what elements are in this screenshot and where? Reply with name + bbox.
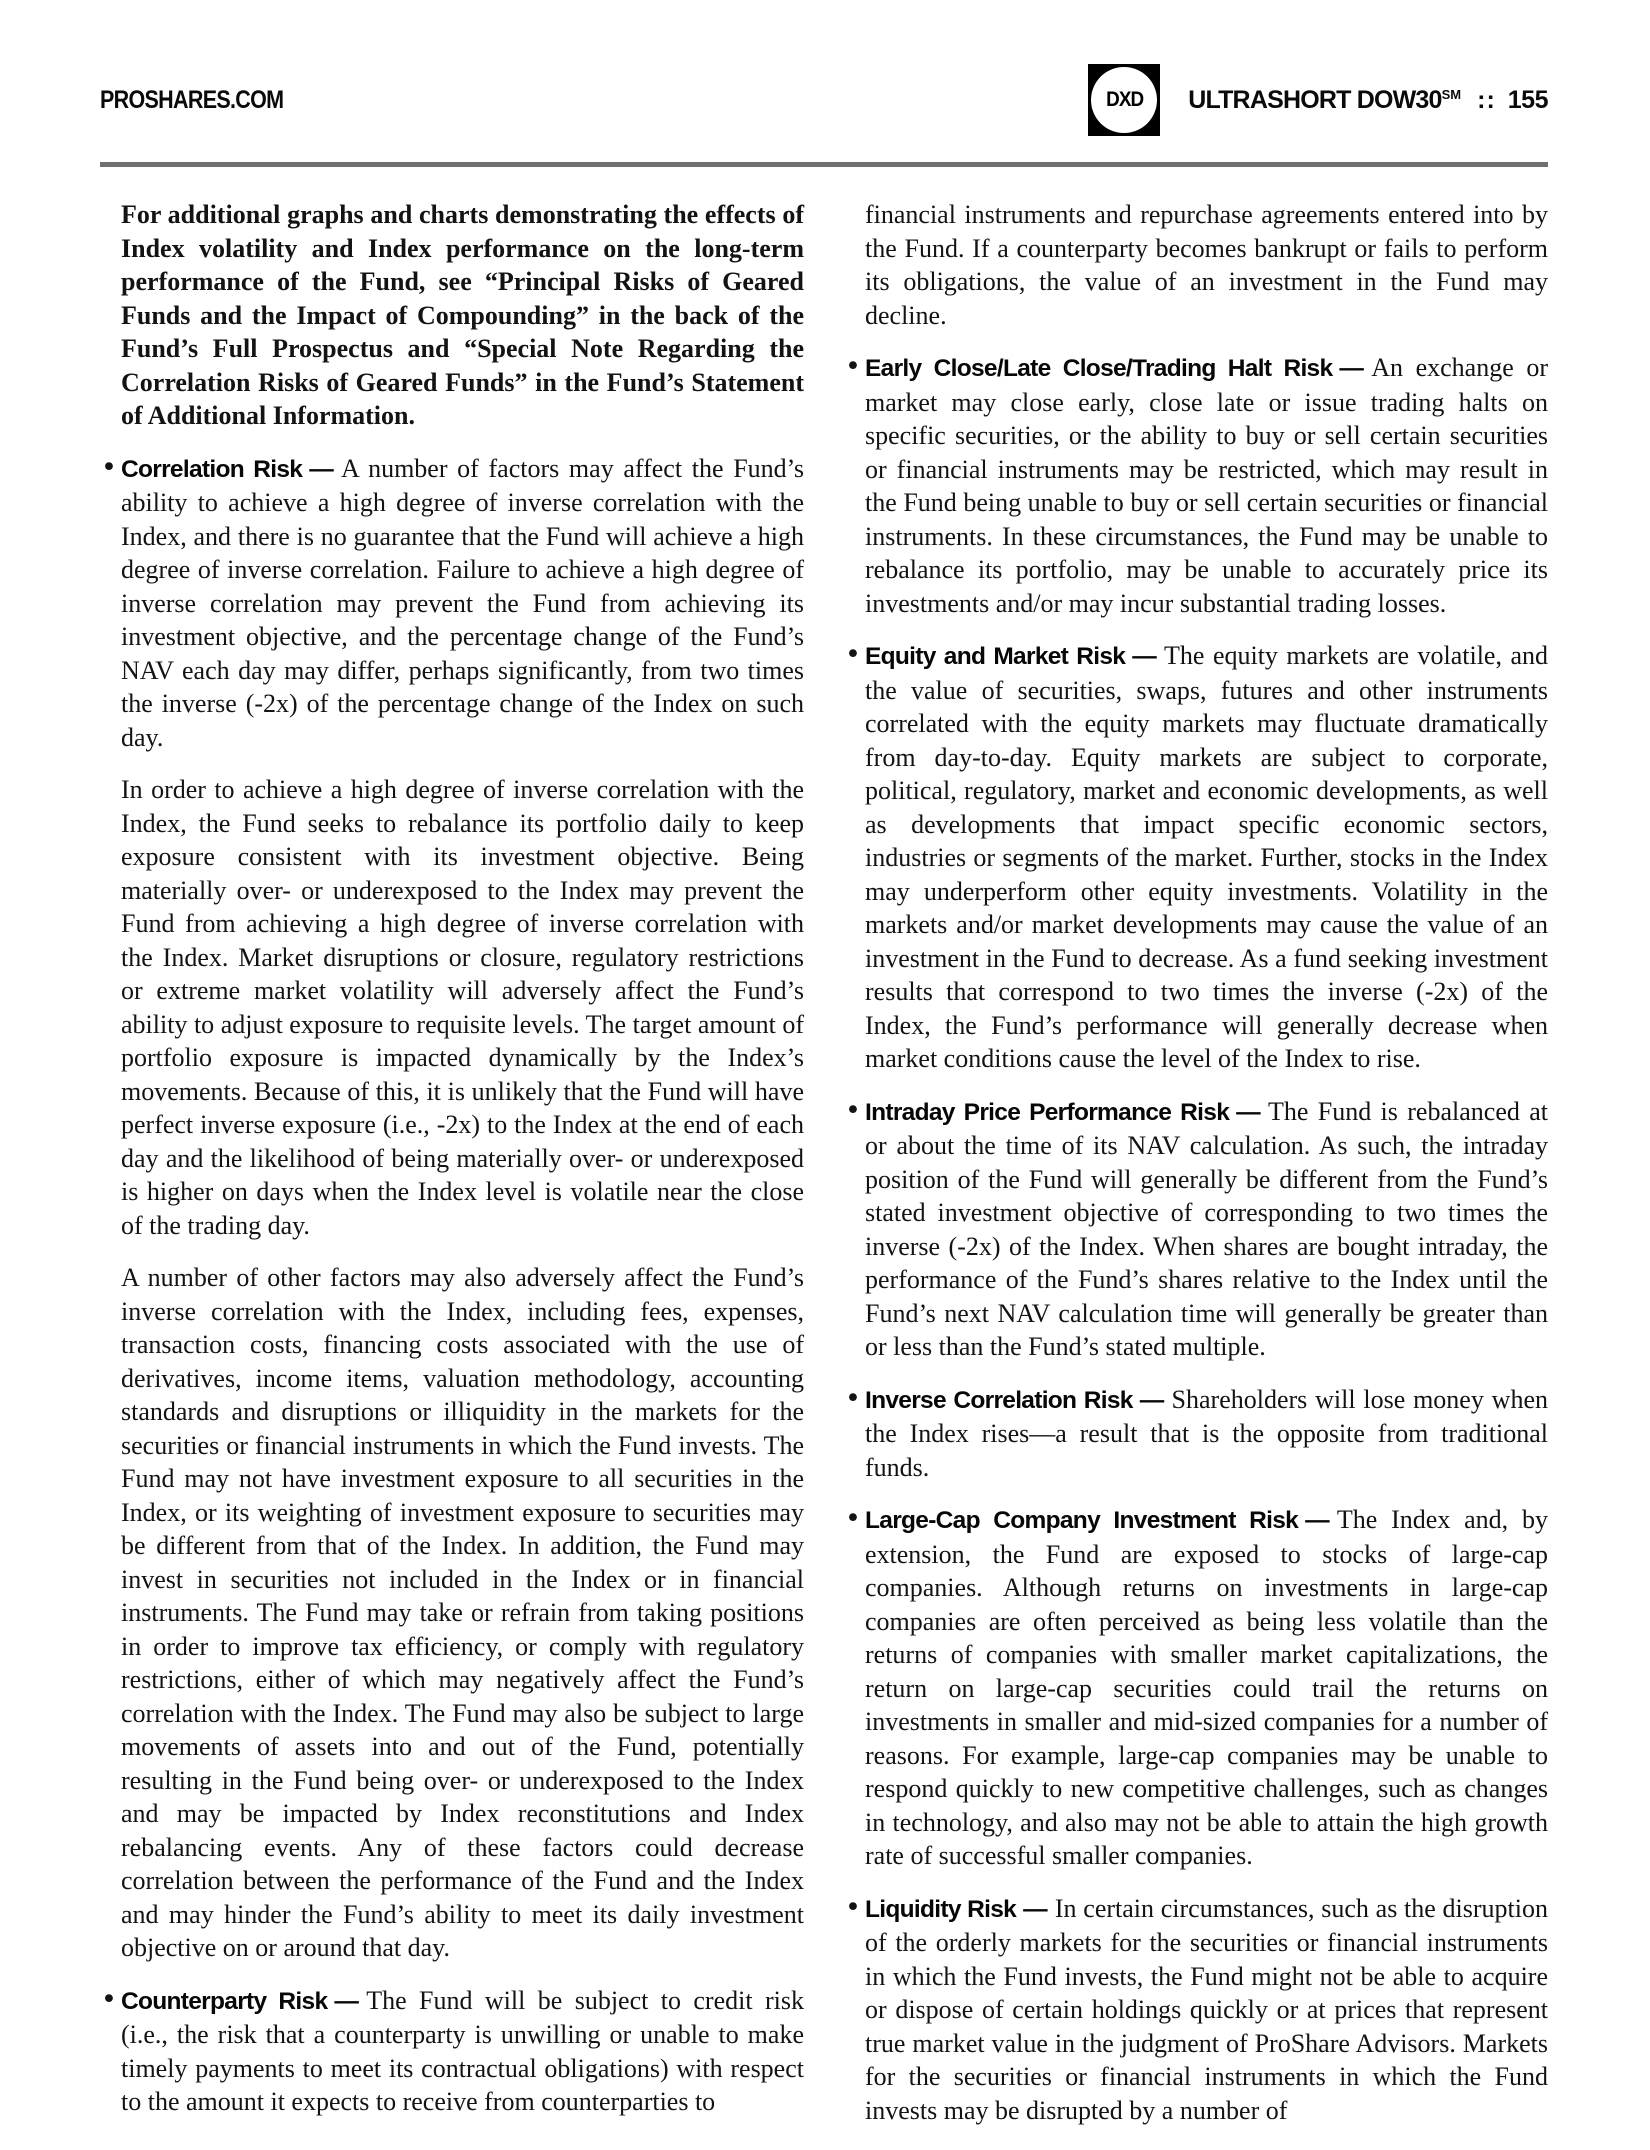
risk-label: Counterparty Risk [121, 1987, 328, 2015]
risk-item-text [865, 351, 1548, 620]
bullet-icon: • [845, 351, 861, 382]
risk-item-early-close [844, 351, 1548, 620]
page-separator: :: [1477, 85, 1496, 114]
risk-item-text [121, 1984, 804, 2119]
risk-label: Large-Cap Company Investment Risk [865, 1507, 1299, 1534]
bullet-icon: • [845, 1094, 861, 1126]
risk-item-text [865, 1503, 1548, 1873]
risk-label: Intraday Price Performance Risk [865, 1098, 1230, 1126]
dash-separator: — [1023, 1895, 1047, 1923]
risk-body: The Index and, by extension, the Fund are exposed to stocks of large-cap companies. Although returns on investments in large-cap companies are often perceived as being less volatile than the returns of companies with smaller market capitalizations, the return on large-cap securities could trail the returns on investments in smaller and mid-sized companies for a number of reasons. For example, large-cap companies may be unable to respond quickly to new competitive challenges, such as changes in technology, and also may not be able to attain the high growth rate of successful smaller companies. [865, 1505, 1548, 1870]
risk-label: Correlation Risk [121, 455, 303, 483]
risk-item-text [865, 639, 1548, 1076]
risk-item-correlation [100, 452, 804, 755]
bullet-icon: • [845, 1382, 861, 1414]
counterparty-continuation: financial instruments and repurchase agreements entered into by the Fund. If a counterparty becomes bankrupt or fails to perform its obligations, the value of an investment in the Fund may decline. [865, 200, 1548, 330]
fund-title [1188, 86, 1548, 115]
risk-item-text [865, 1095, 1548, 1364]
dash-separator: — [334, 1987, 359, 2015]
risk-item-counterparty [100, 1984, 804, 2119]
bullet-icon: • [101, 451, 117, 483]
bullet-icon: • [101, 1983, 117, 2015]
risk-item-inverse-correlation [844, 1383, 1548, 1485]
fund-title-servicemark: SM [1441, 86, 1462, 102]
risk-label: Early Close/Late Close/Trading Halt Risk [865, 355, 1333, 382]
bullet-icon: • [845, 639, 861, 670]
risk-item-text [865, 1892, 1548, 2128]
correlation-continuation-2: A number of other factors may also adversely affect the Fund’s inverse correlation with the Index, including fees, expenses, transaction costs, financing costs associated with the use of derivatives, income items, valuation methodology, accounting standards and disruptions or illiquidity in the markets for the securities or financial instruments in which the Fund invests. The Fund may not have investment exposure to all securities in the Index, or its weighting of investment exposure to securities may be different from that of the Index. In addition, the Fund may invest in securities not included in the Index or in financial instruments. The Fund may take or refrain from taking positions in order to improve tax efficiency, or comply with regulatory restrictions, either of which may negatively affect the Fund’s correlation with the Index. The Fund may also be subject to large movements of assets into and out of the Fund, potentially resulting in the Fund being over- or underexposed to the Index and may be impacted by Index reconstitutions and Index rebalancing events. Any of these factors could decrease correlation between the performance of the Fund and the Index and may hinder the Fund’s ability to meet its daily investment objective on or around that day. [121, 1263, 804, 1962]
page-number: 155 [1507, 85, 1548, 114]
dash-separator: — [309, 455, 334, 483]
risk-label: Liquidity Risk [865, 1895, 1017, 1923]
dash-separator: — [1236, 1098, 1260, 1126]
risk-item-text [121, 452, 804, 755]
risk-item-liquidity [844, 1892, 1548, 2128]
risk-label: Equity and Market Risk [865, 643, 1126, 670]
ticker-symbol: DXD [1105, 88, 1143, 111]
risk-item-intraday [844, 1095, 1548, 1364]
page-header [100, 64, 1548, 136]
fund-title-text: ULTRASHORT DOW30 [1188, 85, 1442, 114]
dash-separator: — [1139, 1386, 1164, 1414]
bullet-icon: • [845, 1891, 861, 1923]
risk-body: The Fund is rebalanced at or about the time of its NAV calculation. As such, the intraday position of the Fund will generally be different from the Fund’s stated investment objective of corresponding to two times the inverse (-2x) of the Index. When shares are bought intraday, the performance of the Fund’s shares relative to the Index until the Fund’s next NAV calculation time will generally be greater than or less than the Fund’s stated multiple. [865, 1096, 1548, 1361]
risk-label: Inverse Correlation Risk [865, 1386, 1133, 1414]
risk-item-large-cap [844, 1503, 1548, 1873]
ticker-badge-circle [1091, 67, 1157, 133]
ticker-badge [1088, 64, 1160, 136]
bullet-icon: • [845, 1503, 861, 1534]
risk-body: Shareholders will lose money when the Index rises—a result that is the opposite from traditional funds. [865, 1384, 1548, 1482]
header-rule [100, 162, 1548, 167]
risk-body: The equity markets are volatile, and the value of securities, swaps, futures and other instruments correlated with the equity markets may fluctuate dramatically from day-to-day. Equity markets are subject to corporate, political, regulatory, market and economic developments, as well as developments that impact specific economic sectors, industries or segments of the market. Further, stocks in the Index may underperform other equity investments. Volatility in the markets and/or market developments may cause the value of an investment in the Fund to decrease. As a fund seeking investment results that correspond to two times the inverse (-2x) of the Index, the Fund’s performance will generally decrease when market conditions cause the level of the Index to rise. [865, 641, 1549, 1073]
right-column [844, 198, 1548, 2146]
risk-item-text [865, 1383, 1548, 1485]
left-column [100, 198, 804, 2146]
intro-paragraph: For additional graphs and charts demonstrating the effects of Index volatility and Index performance on the long-term performance of the Fund, see “Principal Risks of Geared Funds and the Impact of Compounding” in the back of the Fund’s Full Prospectus and “Special Note Regarding the Correlation Risks of Geared Funds” in the Fund’s Statement of Additional Information. [121, 200, 804, 430]
correlation-continuation-1: In order to achieve a high degree of inverse correlation with the Index, the Fund seeks to rebalance its portfolio daily to keep exposure consistent with its investment objective. Being materially over- or underexposed to the Index may prevent the Fund from achieving a high degree of inverse correlation with the Index. Market disruptions or closure, regulatory restrictions or extreme market volatility will adversely affect the Fund’s ability to adjust exposure to requisite levels. The target amount of portfolio exposure is impacted dynamically by the Index’s movements. Because of this, it is unlikely that the Fund will have perfect inverse exposure (i.e., -2x) to the Index at the end of each day and the likelihood of being materially over- or underexposed is higher on days when the Index level is volatile near the close of the trading day. [121, 775, 804, 1240]
risk-body: The Fund will be subject to credit risk (i.e., the risk that a counterparty is unwilling or unable to make timely payments to meet its contractual obligations) with respect to the amount it expects to receive from counterparties to [121, 1985, 804, 2116]
dash-separator: — [1339, 355, 1364, 382]
two-column-body [100, 198, 1548, 2146]
site-name: PROSHARES.COM [100, 85, 284, 114]
dash-separator: — [1132, 643, 1157, 670]
dash-separator: — [1305, 1507, 1329, 1534]
header-right-group [1088, 64, 1548, 136]
risk-body: A number of factors may affect the Fund’s ability to achieve a high degree of inverse correlation with the Index, and there is no guarantee that the Fund will achieve a high degree of inverse correlation. Failure to achieve a high degree of inverse correlation may prevent the Fund from achieving its investment objective, and the percentage change of the Fund’s NAV each day may differ, perhaps significantly, from two times the inverse (-2x) of the percentage change of the Index on such day. [121, 453, 804, 752]
risk-item-equity-market [844, 639, 1548, 1076]
risk-body: An exchange or market may close early, close late or issue trading halts on specific securities, or the ability to buy or sell certain securities or financial instruments may be restricted, which may result in the Fund being unable to buy or sell certain securities or financial instruments. In these circumstances, the Fund may be unable to rebalance its portfolio, may be unable to accurately price its investments and/or may incur substantial trading losses. [865, 353, 1548, 618]
risk-body: In certain circumstances, such as the disruption of the orderly markets for the securities or financial instruments in which the Fund invests, the Fund might not be able to acquire or dispose of certain holdings quickly or at prices that represent true market value in the judgment of ProShare Advisors. Markets for the securities or financial instruments in which the Fund invests may be disrupted by a number of [865, 1893, 1549, 2125]
